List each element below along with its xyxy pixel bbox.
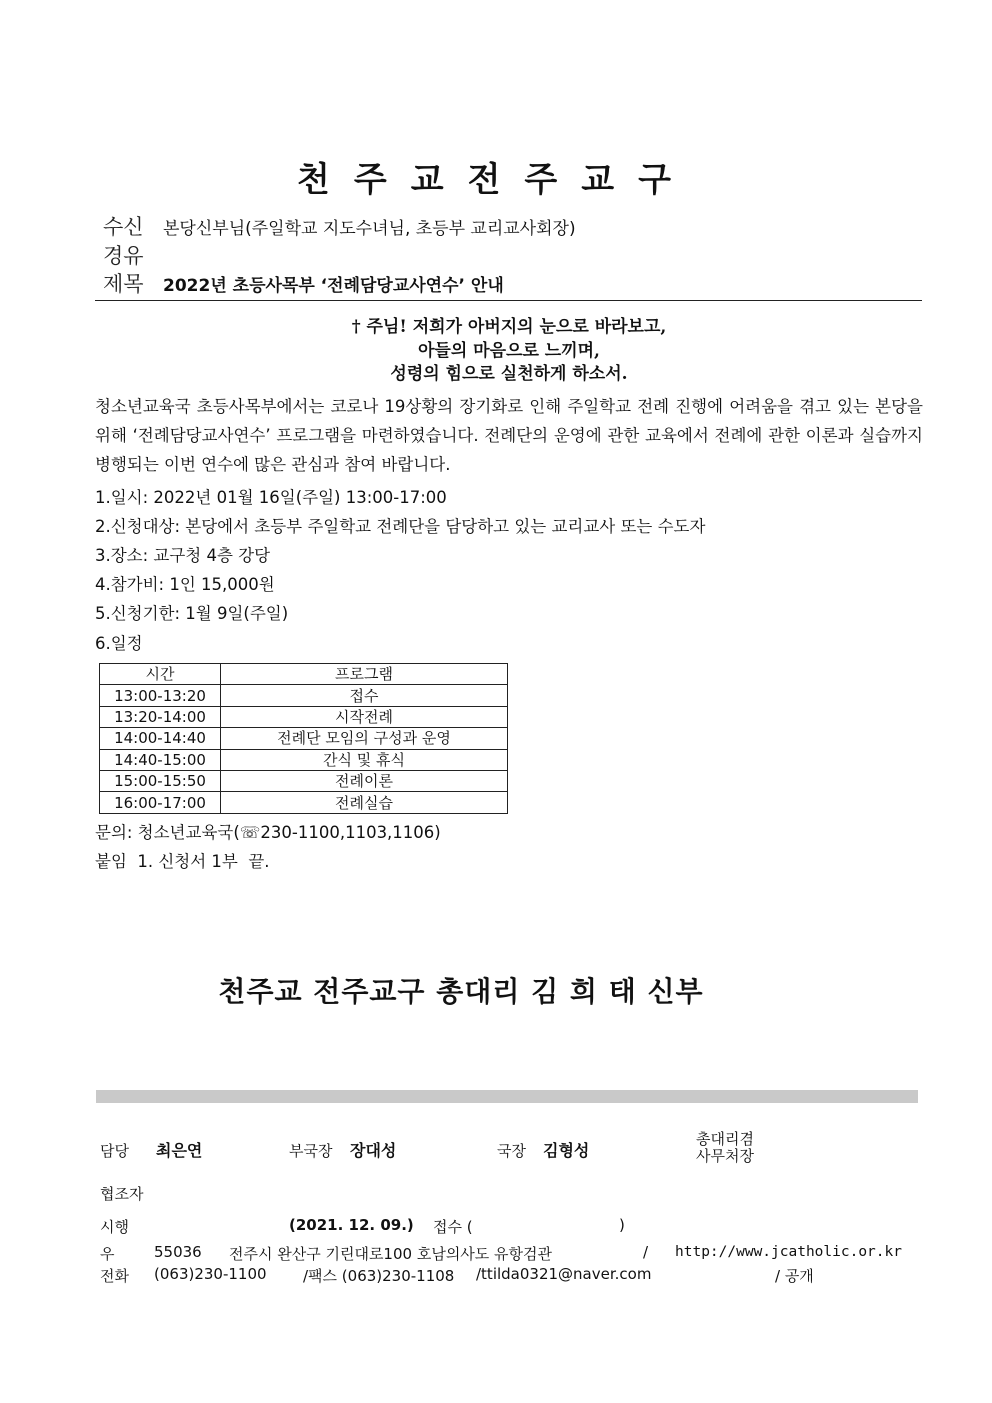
item-deadline: 5.신청기한: 1월 9일(주일) xyxy=(95,604,289,623)
vicar-label-line1: 총대리겸 xyxy=(696,1130,754,1148)
recipient-value: 본당신부님(주일학교 지도수녀님, 초등부 교리교사회장) xyxy=(163,219,576,239)
enforce-date: (2021. 12. 09.) xyxy=(289,1216,414,1234)
header-time: 시간 xyxy=(100,664,221,685)
cell-program: 시작전례 xyxy=(221,706,508,727)
fax-number: /팩스 (063)230-1108 xyxy=(303,1267,455,1285)
deputy-label: 부국장 xyxy=(289,1142,333,1160)
phone-number: (063)230-1100 xyxy=(154,1265,267,1283)
cell-program: 간식 및 휴식 xyxy=(221,749,508,770)
disclosure-status: / 공개 xyxy=(775,1267,814,1285)
prayer-line-3: 성령의 힘으로 실천하게 하소서. xyxy=(390,364,628,384)
deputy-name: 장대성 xyxy=(350,1141,397,1160)
organization-title: 천주교전주교구 xyxy=(297,160,695,200)
cell-time: 13:20-14:00 xyxy=(100,706,221,727)
item-schedule: 6.일정 xyxy=(95,634,143,653)
table-row xyxy=(100,770,508,791)
prayer-line-1: † 주님! 저희가 아버지의 눈으로 바라보고, xyxy=(351,317,667,337)
table-row xyxy=(100,706,508,727)
cell-program: 전례이론 xyxy=(221,770,508,791)
staff-label: 담당 xyxy=(100,1142,129,1160)
director-label: 국장 xyxy=(497,1142,526,1160)
table-row xyxy=(100,685,508,706)
staff-name: 최은연 xyxy=(156,1141,203,1160)
item-date: 1.일시: 2022년 01월 16일(주일) 13:00-17:00 xyxy=(95,488,447,507)
cell-time: 14:40-15:00 xyxy=(100,749,221,770)
body-paragraph: 청소년교육국 초등사목부에서는 코로나 19상황의 장기화로 인해 주일학교 전례 진행에 어려움을 겪고 있는 본당을 위해 ‘전례담당교사연수’ 프로그램을 마련하였습니다. 전례단의 운영에 관한 교육에서 전례에 관한 이론과 실습까지 병행되는 이번 연수에 많은 관심과 참여 바랍니다. xyxy=(95,397,923,474)
postal-code: 55036 xyxy=(154,1243,202,1261)
enforce-label: 시행 xyxy=(100,1218,129,1236)
approval-divider-bar xyxy=(96,1090,918,1103)
postal-label: 우 xyxy=(100,1245,115,1263)
item-place: 3.장소: 교구청 4층 강당 xyxy=(95,546,271,565)
cell-time: 14:00-14:40 xyxy=(100,728,221,749)
table-row xyxy=(100,728,508,749)
director-name: 김형성 xyxy=(543,1141,590,1160)
table-row xyxy=(100,749,508,770)
receipt-label: 접수 ( xyxy=(433,1218,473,1236)
address: 전주시 완산구 기린대로100 호남의사도 유항검관 xyxy=(229,1245,553,1263)
cell-time: 16:00-17:00 xyxy=(100,792,221,813)
cell-time: 13:00-13:20 xyxy=(100,685,221,706)
cell-program: 전례단 모임의 구성과 운영 xyxy=(221,728,508,749)
prayer-line-2: 아들의 마음으로 느끼며, xyxy=(418,341,600,361)
schedule-table xyxy=(99,663,508,814)
address-separator: / xyxy=(643,1243,649,1261)
subject-label: 제목 xyxy=(103,272,144,296)
cell-program: 전례실습 xyxy=(221,792,508,813)
header-divider xyxy=(95,300,922,301)
email-address[interactable]: /ttilda0321@naver.com xyxy=(476,1265,652,1283)
recipient-label: 수신 xyxy=(103,215,144,239)
attachment-line: 붙임 1. 신청서 1부 끝. xyxy=(95,852,270,871)
vicar-label-line2: 사무처장 xyxy=(696,1147,754,1165)
cooperator-label: 협조자 xyxy=(100,1185,144,1203)
cell-program: 접수 xyxy=(221,685,508,706)
phone-label: 전화 xyxy=(100,1267,129,1285)
via-label: 경유 xyxy=(103,244,144,268)
issuer-signature: 천주교 전주교구 총대리 김 희 태 신부 xyxy=(218,975,704,1008)
header-program: 프로그램 xyxy=(221,664,508,685)
table-row xyxy=(100,792,508,813)
inquiry-line: 문의: 청소년교육국(☏230-1100,1103,1106) xyxy=(95,823,441,842)
item-target: 2.신청대상: 본당에서 초등부 주일학교 전례단을 담당하고 있는 교리교사 또는 수도자 xyxy=(95,517,706,536)
cell-time: 15:00-15:50 xyxy=(100,770,221,791)
item-fee: 4.참가비: 1인 15,000원 xyxy=(95,575,275,594)
receipt-close: ) xyxy=(619,1216,625,1234)
table-header-row xyxy=(100,664,508,685)
website-link[interactable]: http://www.jcatholic.or.kr xyxy=(675,1244,902,1260)
subject-value: 2022년 초등사목부 ‘전례담당교사연수’ 안내 xyxy=(163,276,504,296)
